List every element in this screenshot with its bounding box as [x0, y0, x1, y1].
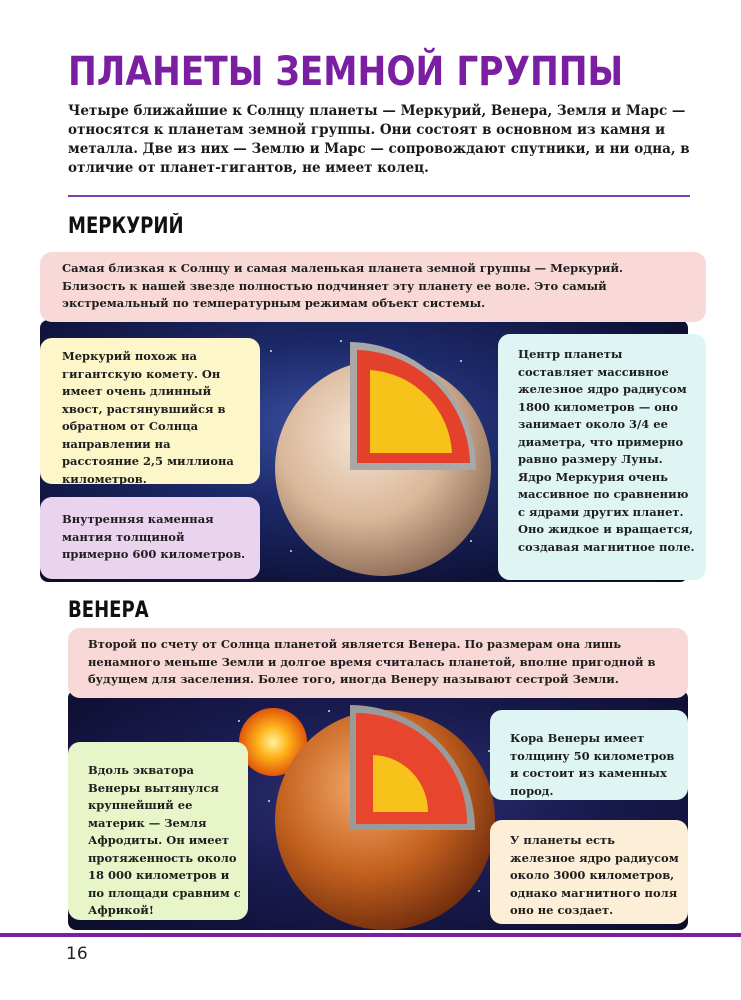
footer-rule: [0, 933, 741, 937]
mercury-core-box: [498, 334, 706, 580]
venus-summary-text: Второй по счету от Солнца планетой является Венера. По размерам она лишь ненамного меньше Земли и долгое время считалась планетой, вполне пригодной в будущем для заселения. Более того, иногда Венеру называют сестрой Земли.: [88, 637, 656, 686]
intro-paragraph: Четыре ближайшие к Солнцу планеты — Меркурий, Венера, Земля и Марс — относятся к планетам земной группы. Они состоят в основном из камня и металла. Две из них — Землю и Марс — сопровождают спутники, и ни одна, в отличие от планет-гигантов, не имеет колец.: [68, 103, 690, 176]
mercury-core-text: Центр планеты составляет массивное железное ядро радиусом 1800 километров — оно занимает около 3/4 ее диаметра, что примерно равно размеру Луны. Ядро Меркурия очень массивное по сравнению с ядрами других планет. Оно жидкое и вращается, создавая магнитное поле.: [518, 347, 695, 554]
mercury-heading: МЕРКУРИЙ: [68, 214, 184, 239]
mercury-summary-text: Самая близкая к Солнцу и самая маленькая планета земной группы — Меркурий. Близость к нашей звезде полностью подчиняет эту планету ее воле. Это самый экстремальный по температурным режимам объект системы.: [62, 261, 623, 310]
venus-crust-text: Кора Венеры имеет толщину 50 километров и состоит из каменных пород.: [510, 731, 675, 798]
venus-aphrodite-text: Вдоль экватора Венеры вытянулся крупнейший ее материк — Земля Афродиты. Он имеет протяженность около 18 000 километров и по площади сравним с Африкой!: [88, 763, 241, 917]
divider: [68, 195, 690, 197]
venus-crust-box: [490, 710, 688, 800]
venus-summary-box: [68, 628, 688, 698]
venus-core-text: У планеты есть железное ядро радиусом около 3000 километров, однако магнитного поля оно не создает.: [510, 833, 679, 917]
page-title: ПЛАНЕТЫ ЗЕМНОЙ ГРУППЫ: [68, 49, 624, 95]
mercury-comet-text: Меркурий похож на гигантскую комету. Он имеет очень длинный хвост, растянувшийся в обратном от Солнца направлении на расстояние 2,5 миллиона километров.: [62, 349, 234, 486]
venus-core-box: [490, 820, 688, 924]
mercury-mantle-text: Внутренняя каменная мантия толщиной примерно 600 километров.: [62, 512, 246, 561]
mercury-mantle-box: [40, 497, 260, 579]
venus-heading: ВЕНЕРА: [68, 598, 149, 623]
venus-aphrodite-box: [68, 742, 248, 920]
mercury-summary-box: [40, 252, 706, 322]
mercury-comet-box: [40, 338, 260, 484]
page-number: 16: [66, 944, 88, 964]
